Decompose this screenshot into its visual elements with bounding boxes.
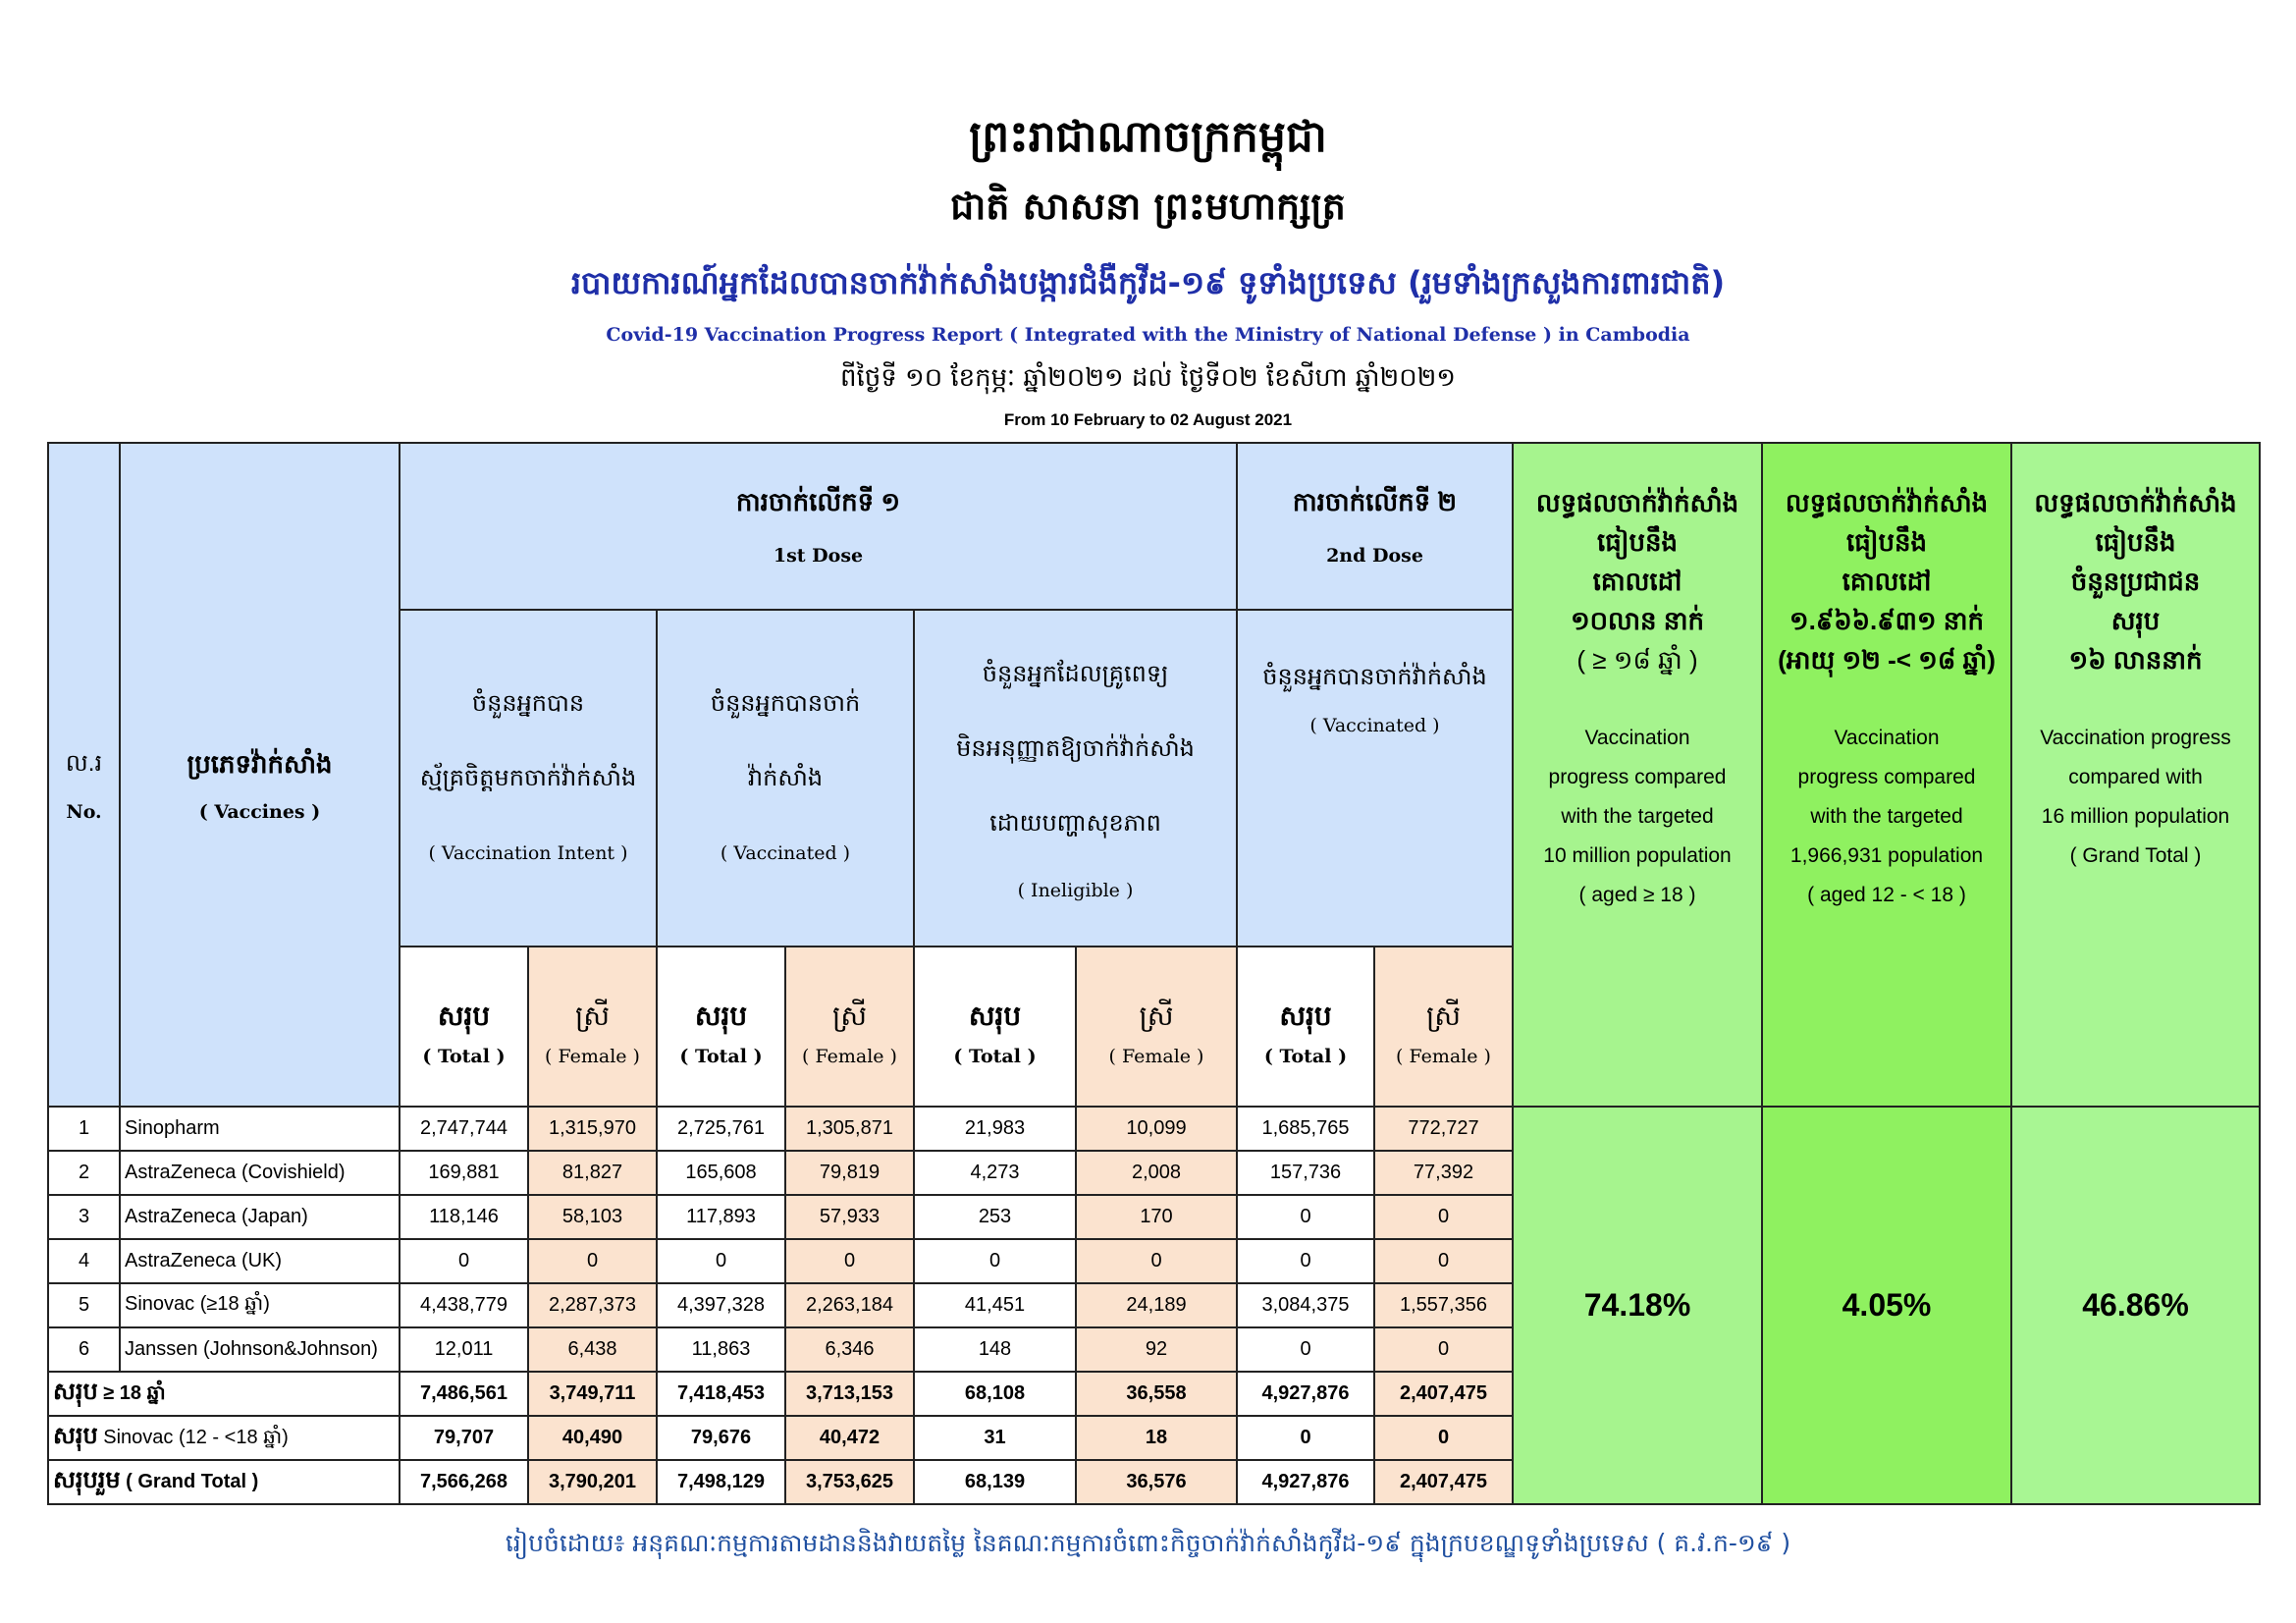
cell-value: 2,407,475 xyxy=(1374,1372,1513,1416)
cell-value: 41,451 xyxy=(914,1283,1076,1327)
subheader-total: សរុប ( Total ) xyxy=(1237,947,1374,1106)
cell-value: 0 xyxy=(1374,1239,1513,1283)
subheader-total: សរុប ( Total ) xyxy=(657,947,785,1106)
vaccination-table xyxy=(47,442,2261,1505)
cell-value: 18 xyxy=(1076,1416,1237,1460)
cell-value: 0 xyxy=(785,1239,914,1283)
report-title-kh: របាយការណ៍អ្នកដែលបានចាក់វ៉ាក់សាំងបង្ការជំងឺកូវីដ-១៩ ទូទាំងប្រទេស (រួមទាំងក្រសួងការពារជាតិ) xyxy=(570,264,1726,301)
cell-value: 77,392 xyxy=(1374,1151,1513,1195)
cell-value: 6,438 xyxy=(528,1327,657,1372)
cell-value: 4,273 xyxy=(914,1151,1076,1195)
cell-value: 57,933 xyxy=(785,1195,914,1239)
dose2-header: ការចាក់លើកទី ២ 2nd Dose xyxy=(1237,443,1513,610)
cell-value: 0 xyxy=(400,1239,528,1283)
table-row xyxy=(48,1107,2260,1151)
cell-value: 4,397,328 xyxy=(657,1283,785,1327)
cell-value: 11,863 xyxy=(657,1327,785,1372)
cell-value: 0 xyxy=(1374,1416,1513,1460)
cell-value: 117,893 xyxy=(657,1195,785,1239)
vaccine-name: Sinopharm xyxy=(120,1107,400,1151)
report-title-en: Covid-19 Vaccination Progress Report ( Integrated with the Ministry of National Defense ) in Cambodia xyxy=(606,324,1690,346)
vaccination-intent-header: ចំនួនអ្នកបាន ស្ម័គ្រចិត្តមកចាក់វ៉ាក់សាំង ( Vaccination Intent ) xyxy=(400,610,657,947)
cell-value: 0 xyxy=(1076,1239,1237,1283)
date-range-kh: ពីថ្ងៃទី ១០ ខែកុម្ភៈ ឆ្នាំ២០២១ ដល់ ថ្ងៃទី០២ ខែសីហា ឆ្នាំ២០២១ xyxy=(840,363,1456,393)
row-no: 3 xyxy=(48,1195,120,1239)
cell-value: 3,713,153 xyxy=(785,1372,914,1416)
cell-value: 4,927,876 xyxy=(1237,1460,1374,1504)
vaccinated-header: ចំនួនអ្នកបានចាក់ វ៉ាក់សាំង ( Vaccinated ) xyxy=(657,610,914,947)
cell-value: 36,576 xyxy=(1076,1460,1237,1504)
subheader-female: ស្រី ( Female ) xyxy=(1076,947,1237,1106)
row-no: 6 xyxy=(48,1327,120,1372)
result-total-16m-header: លទ្ធផលចាក់វ៉ាក់សាំង ធៀបនឹង ចំនួនប្រជាជន សរុប ១៦ លាននាក់ Vaccination progress compared with 16 million population ( Grand Total ) xyxy=(2011,443,2260,1107)
row-no: 4 xyxy=(48,1239,120,1283)
total-label: សរុបរួម ( Grand Total ) xyxy=(48,1460,400,1504)
total-label: សរុប Sinovac (12 - <18 ឆ្នាំ) xyxy=(48,1416,400,1460)
col-no-header: ល.រ No. xyxy=(48,443,120,1107)
cell-value: 4,438,779 xyxy=(400,1283,528,1327)
kingdom-title: ព្រះរាជាណាចក្រកម្ពុជា xyxy=(969,112,1327,162)
dose1-header: ការចាក់លើកទី ១ 1st Dose xyxy=(400,443,1237,610)
pct-target-10m: 74.18% xyxy=(1513,1107,1762,1504)
cell-value: 7,498,129 xyxy=(657,1460,785,1504)
row-no: 1 xyxy=(48,1107,120,1151)
cell-value: 2,725,761 xyxy=(657,1107,785,1151)
cell-value: 3,749,711 xyxy=(528,1372,657,1416)
subheader-female: ស្រី ( Female ) xyxy=(1374,947,1513,1106)
cell-value: 1,305,871 xyxy=(785,1107,914,1151)
cell-value: 68,108 xyxy=(914,1372,1076,1416)
cell-value: 4,927,876 xyxy=(1237,1372,1374,1416)
cell-value: 12,011 xyxy=(400,1327,528,1372)
cell-value: 1,685,765 xyxy=(1237,1107,1374,1151)
cell-value: 68,139 xyxy=(914,1460,1076,1504)
vaccine-name: Sinovac (≥18 ឆ្នាំ) xyxy=(120,1283,400,1327)
cell-value: 165,608 xyxy=(657,1151,785,1195)
cell-value: 0 xyxy=(1374,1195,1513,1239)
cell-value: 79,707 xyxy=(400,1416,528,1460)
row-no: 2 xyxy=(48,1151,120,1195)
cell-value: 36,558 xyxy=(1076,1372,1237,1416)
cell-value: 0 xyxy=(1237,1327,1374,1372)
cell-value: 157,736 xyxy=(1237,1151,1374,1195)
cell-value: 79,819 xyxy=(785,1151,914,1195)
cell-value: 1,315,970 xyxy=(528,1107,657,1151)
subheader-female: ស្រី ( Female ) xyxy=(528,947,657,1106)
subheader-total: សរុប ( Total ) xyxy=(400,947,528,1106)
cell-value: 253 xyxy=(914,1195,1076,1239)
cell-value: 7,566,268 xyxy=(400,1460,528,1504)
cell-value: 2,407,475 xyxy=(1374,1460,1513,1504)
vaccine-name: AstraZeneca (Japan) xyxy=(120,1195,400,1239)
cell-value: 772,727 xyxy=(1374,1107,1513,1151)
cell-value: 2,747,744 xyxy=(400,1107,528,1151)
cell-value: 1,557,356 xyxy=(1374,1283,1513,1327)
prepared-by-footer: រៀបចំដោយ៖ អនុគណៈកម្មការតាមដាននិងវាយតម្លៃ នៃគណៈកម្មការចំពោះកិច្ចចាក់វ៉ាក់សាំងកូវីដ-១៩ ក្នុងក្របខណ្ឌទូទាំងប្រទេស ( គ.វ.ក-១៩ ) xyxy=(505,1529,1791,1557)
cell-value: 24,189 xyxy=(1076,1283,1237,1327)
pct-total-16m: 46.86% xyxy=(2011,1107,2260,1504)
cell-value: 118,146 xyxy=(400,1195,528,1239)
row-no: 5 xyxy=(48,1283,120,1327)
cell-value: 0 xyxy=(1374,1327,1513,1372)
cell-value: 10,099 xyxy=(1076,1107,1237,1151)
cell-value: 3,753,625 xyxy=(785,1460,914,1504)
cell-value: 40,490 xyxy=(528,1416,657,1460)
cell-value: 7,486,561 xyxy=(400,1372,528,1416)
cell-value: 169,881 xyxy=(400,1151,528,1195)
dose2-vaccinated-header: ចំនួនអ្នកបានចាក់វ៉ាក់សាំង ( Vaccinated ) xyxy=(1237,610,1513,947)
cell-value: 6,346 xyxy=(785,1327,914,1372)
cell-value: 0 xyxy=(1237,1239,1374,1283)
total-label: សរុប ≥ 18 ឆ្នាំ xyxy=(48,1372,400,1416)
cell-value: 40,472 xyxy=(785,1416,914,1460)
cell-value: 31 xyxy=(914,1416,1076,1460)
subheader-total: សរុប ( Total ) xyxy=(914,947,1076,1106)
ineligible-header: ចំនួនអ្នកដែលគ្រូពេទ្យ មិនអនុញ្ញាតឱ្យចាក់វ៉ាក់សាំង ដោយបញ្ហាសុខភាព ( Ineligible ) xyxy=(914,610,1237,947)
cell-value: 148 xyxy=(914,1327,1076,1372)
cell-value: 0 xyxy=(1237,1416,1374,1460)
cell-value: 92 xyxy=(1076,1327,1237,1372)
cell-value: 170 xyxy=(1076,1195,1237,1239)
cell-value: 79,676 xyxy=(657,1416,785,1460)
cell-value: 2,263,184 xyxy=(785,1283,914,1327)
vaccine-name: Janssen (Johnson&Johnson) xyxy=(120,1327,400,1372)
vaccine-name: AstraZeneca (Covishield) xyxy=(120,1151,400,1195)
pct-target-12-18: 4.05% xyxy=(1762,1107,2011,1504)
cell-value: 2,008 xyxy=(1076,1151,1237,1195)
cell-value: 21,983 xyxy=(914,1107,1076,1151)
cell-value: 2,287,373 xyxy=(528,1283,657,1327)
cell-value: 0 xyxy=(657,1239,785,1283)
col-vaccine-header: ប្រភេទវ៉ាក់សាំង ( Vaccines ) xyxy=(120,443,400,1107)
date-range-en: From 10 February to 02 August 2021 xyxy=(1003,410,1293,429)
cell-value: 81,827 xyxy=(528,1151,657,1195)
cell-value: 0 xyxy=(1237,1195,1374,1239)
result-target-12-18-header: លទ្ធផលចាក់វ៉ាក់សាំង ធៀបនឹង គោលដៅ ១.៩៦៦.៩៣១ នាក់ (អាយុ ១២ -< ១៨ ឆ្នាំ) Vaccination progress compared with the targeted 1,966,931 population ( aged 12 - < 18 ) xyxy=(1762,443,2011,1107)
cell-value: 58,103 xyxy=(528,1195,657,1239)
result-target-10m-header: លទ្ធផលចាក់វ៉ាក់សាំង ធៀបនឹង គោលដៅ ១០លាន នាក់ ( ≥ ១៨ ឆ្នាំ ) Vaccination progress compared with the targeted 10 million population ( aged ≥ 18 ) xyxy=(1513,443,1762,1107)
cell-value: 3,790,201 xyxy=(528,1460,657,1504)
cell-value: 0 xyxy=(914,1239,1076,1283)
cell-value: 3,084,375 xyxy=(1237,1283,1374,1327)
cell-value: 7,418,453 xyxy=(657,1372,785,1416)
cell-value: 0 xyxy=(528,1239,657,1283)
motto-title: ជាតិ សាសនា ព្រះមហាក្សត្រ xyxy=(950,185,1346,228)
subheader-female: ស្រី ( Female ) xyxy=(785,947,914,1106)
vaccine-name: AstraZeneca (UK) xyxy=(120,1239,400,1283)
